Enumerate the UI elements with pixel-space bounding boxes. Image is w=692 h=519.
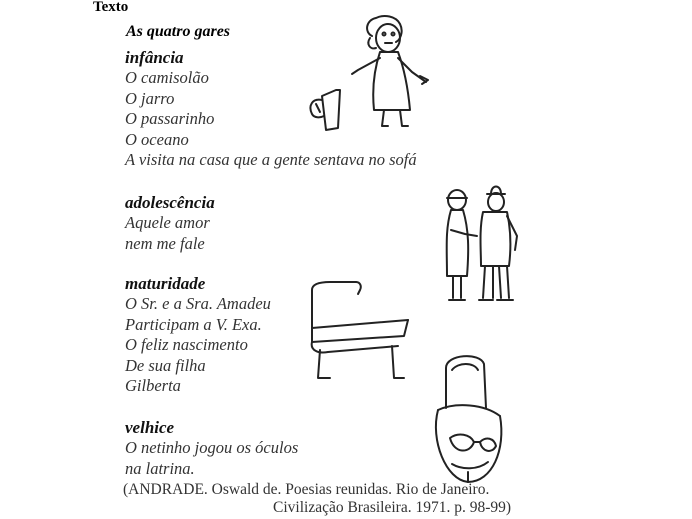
poem-line: Aquele amor xyxy=(125,213,210,232)
poem-line: Participam a V. Exa. xyxy=(125,314,262,334)
poem-title: As quatro gares xyxy=(126,23,231,40)
poem-line: O netinho jogou os óculos xyxy=(125,438,299,457)
poem-line: nem me fale xyxy=(125,233,205,253)
citation-line-1: (ANDRADE. Oswald de. Poesias reunidas. Rio de Janeiro. xyxy=(123,481,490,498)
stanza-title: infância xyxy=(125,48,184,67)
poem-line: A visita na casa que a gente sentava no sofá xyxy=(125,150,417,169)
couple-drawing xyxy=(435,180,525,310)
poem-line: O camisolão xyxy=(125,68,209,87)
section-heading: Texto xyxy=(93,0,129,15)
poem-line: O passarinho xyxy=(125,109,215,128)
poem-line: O feliz nascimento xyxy=(125,335,248,354)
stanza-title: maturidade xyxy=(125,274,206,293)
stanza-title: velhice xyxy=(125,418,175,437)
poem-line: Gilberta xyxy=(125,376,181,395)
toilet-drawing xyxy=(428,350,518,495)
crib-drawing xyxy=(300,280,415,380)
poem-line: na latrina. xyxy=(125,458,195,478)
poem-line: O oceano xyxy=(125,129,189,149)
stanza-maturidade xyxy=(125,274,271,397)
poem-line: O jarro xyxy=(125,88,175,108)
girl-with-jug-drawing xyxy=(300,10,440,135)
citation-line-2: Civilização Brasileira. 1971. p. 98-99) xyxy=(273,499,512,516)
stanza-velhice xyxy=(125,418,298,479)
poem-line: De sua filha xyxy=(125,355,206,375)
stanza-title: adolescência xyxy=(125,193,215,212)
stanza-adolescencia xyxy=(125,193,215,254)
poem-line: O Sr. e a Sra. Amadeu xyxy=(125,294,271,313)
